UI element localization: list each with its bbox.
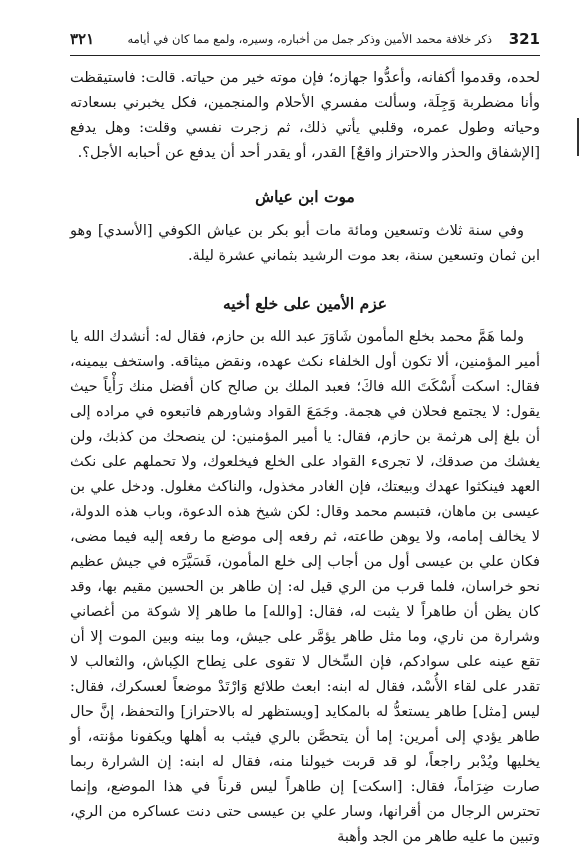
body-text	[70, 66, 540, 850]
margin-mark	[577, 118, 579, 156]
section-heading-death-of-ibn-ayyash: موت ابن عياش	[255, 187, 355, 206]
paragraph-continuation: لحده، وقدموا أكفانه، وأعدُّوا جهازه؛ فإن موته خير من حياته. قالت: فاستيقظت وأنا مضطربة وَجِلَة، وسألت مفسري الأحلام والمنجمين، فكل يخبرني بسعادته وحياته وطول عمره، وقلبي يأتي ذلك، ثم زجرت نفسي وقلت: وهل يدفع [الإشفاق والحذر والاحتراز واقعٌ] القدر، أو يقدر أحد أن يدفع عن أحبابه الأجل؟.	[70, 70, 540, 161]
header-divider	[70, 55, 540, 56]
paragraph-ibn-ayyash: وفي سنة ثلاث وتسعين ومائة مات أبو بكر بن عياش الكوفي [الأسدي] وهو ابن ثمان وتسعين سنة، بعد موت الرشيد بثماني عشرة ليلة.	[70, 223, 540, 264]
page-number: 321	[508, 30, 540, 48]
paragraph-amin-deposing-brother: ولما هَمَّ محمد بخلع المأمون شَاوَرَ عبد الله بن حازم، فقال له: أنشدك الله يا أمير المؤمنين، ألا تكون أول الخلفاء نكث عهده، ونقض ميثاقه. واستخف بيمينه، فقال: اسكت أَسْكَتَ الله فاكَ؛ فعبد الملك بن صالح كان أفضل منك رَأْياً حيث يقول: لا يجتمع فحلان في هجمة. وجَمَعَ القواد وشاورهم فاتبعوه في مراده إلى أن بلغ إلى هرثمة بن حازم، فقال: يا أمير المؤمنين: لن ينصحك من كذبك، ولن يغشك من صدقك، لا تجرىء القواد على الخلع فيخلعوك، ولا تحملهم على نكث العهد فينكثوا عهدك وبيعتك، فإن الغادر مخذول، والناكث مغلول. ودخل علي بن عيسى بن ماهان، فتبسم محمد وقال: لكن شيخ هذه الدعوة، وباب هذه الدولة، لا يخالف إمامه، ولا يوهن طاعته، ثم رفعه إلى موضع ما رفعه إليه فيما مضى، فكان علي بن عيسى أول من أجاب إلى خلع المأمون، فَسَيَّرَه في جيش عظيم نحو خراسان، فلما قرب من الري قيل له: إن طاهر بن الحسين مقيم بها، وقد كان يظن أن طاهراً لا يثبت له، فقال: [والله] ما طاهر إلا شوكة من أغصاني وشرارة من ناري، وما مثل طاهر يؤمَّر على جيش، وما بينه وبين الموت إلا أن تقع عينه على سوادكم، فإن السِّخال لا تقوى على نِطاح الكِباش، والثعالب لا تقدر على لقاء الأُسْد، فقال له ابنه: ابعث طلائع وَارْتَدْ موضعاً لعسكرك، فقال: ليس [مثل] طاهر يستعدُّ له بالمكايد [ويستظهر له بالاحتراز] والتحفظ، إنَّ حال طاهر يؤدي إلى أمرين: إما أن يتحصَّن بالري فيثب به أهلها ويكفونا مؤنته، أو يخليها ويُدْبر راجعاً، لو قد قربت خيولنا منه، فقال له ابنه: إن الشرارة ربما صارت ضِرَاماً، فقال: [اسكت] إن طاهراً ليس قرناً في هذا الموضع، وإنما تحترس الرجال من أقرانها، وسار علي بن عيسى حتى دنت عساكره من الري، وتبين ما عليه طاهر من الجد وأهبة	[70, 329, 540, 845]
page-number-arabic: ٣٢١	[70, 30, 95, 48]
running-title: ذكر خلافة محمد الأمين وذكر جمل من أخباره، وسيره، ولمع مما كان في أيامه	[127, 32, 492, 46]
section-heading-amin-deposing-brother: عزم الأمين على خلع أخيه	[222, 294, 388, 313]
page-header	[70, 30, 540, 52]
